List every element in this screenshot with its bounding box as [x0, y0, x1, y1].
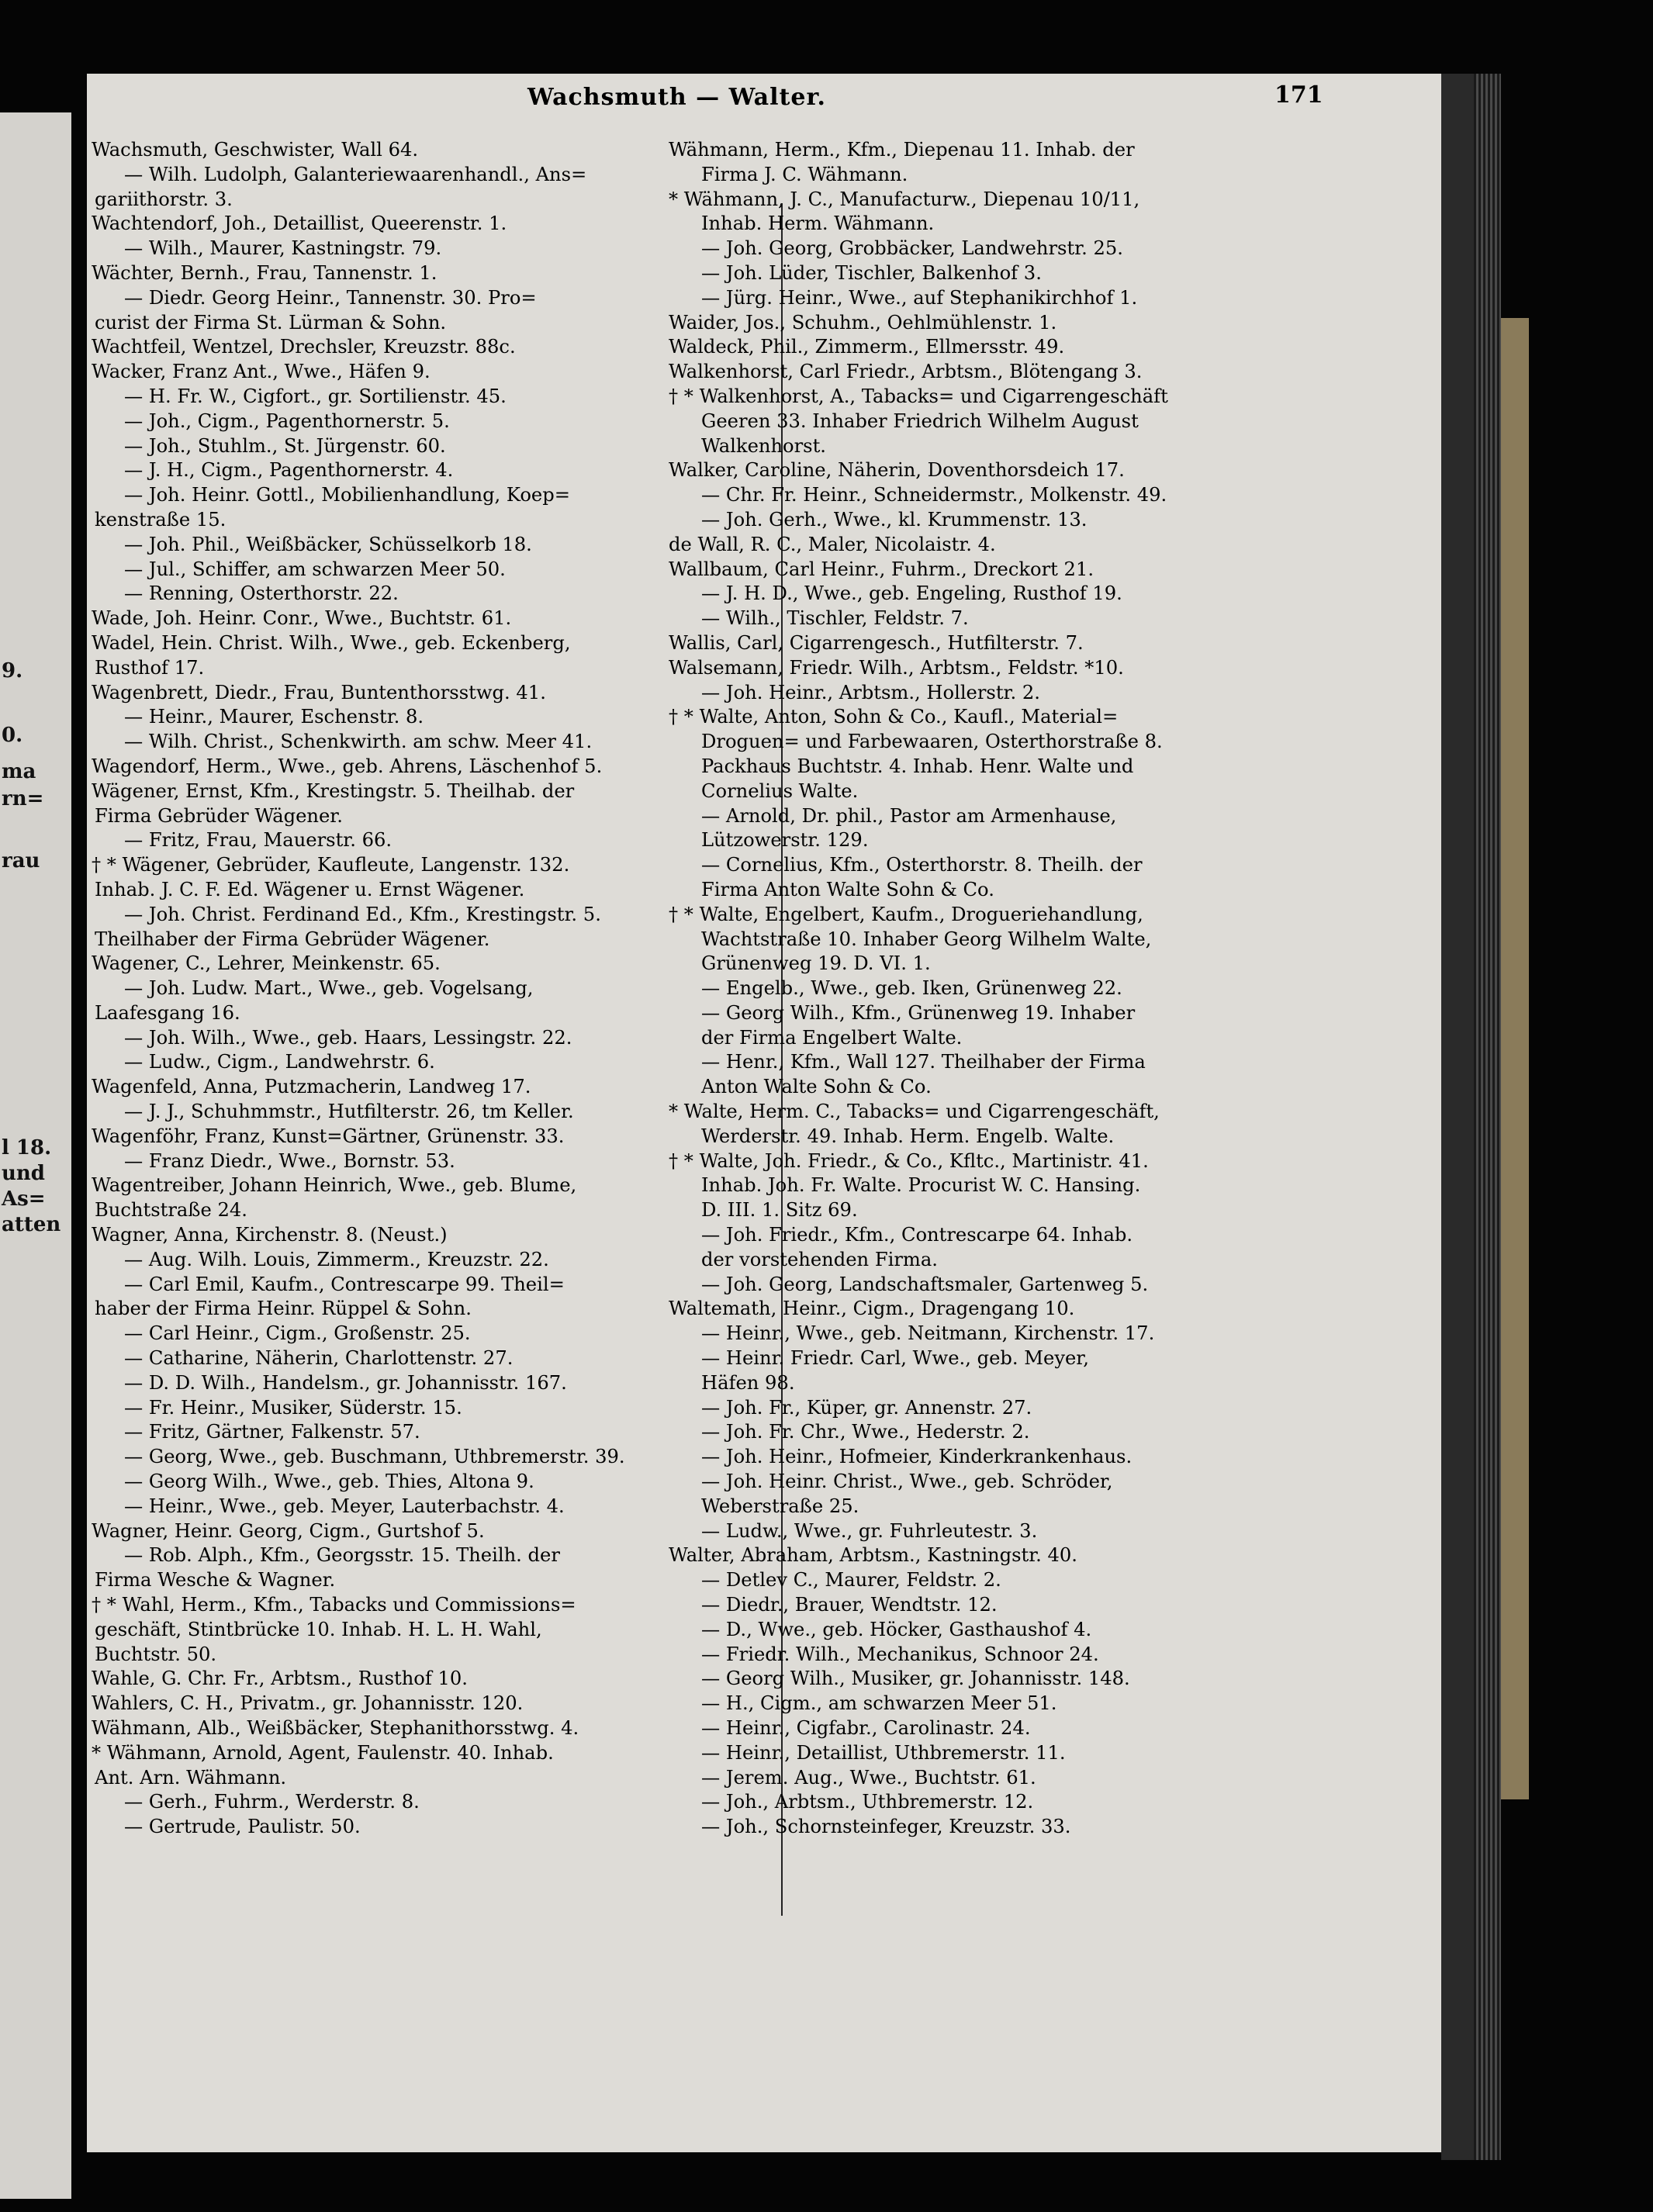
directory-entry: † * Wahl, Herm., Kfm., Tabacks und Commissions=	[92, 1594, 576, 1616]
directory-sub-entry: — Jürg. Heinr., Wwe., auf Stephanikirchhof 1.	[701, 286, 1138, 309]
directory-entry: Wachsmuth, Geschwister, Wall 64.	[92, 139, 419, 161]
previous-page-fragment: und	[2, 1162, 45, 1185]
directory-sub-entry: — Georg Wilh., Musiker, gr. Johannisstr. 148.	[701, 1668, 1130, 1690]
directory-entry: Wacker, Franz Ant., Wwe., Häfen 9.	[92, 361, 431, 383]
directory-sub-entry: — Ludw., Cigm., Landwehrstr. 6.	[124, 1051, 435, 1073]
directory-entry: Walkenhorst, Carl Friedr., Arbtsm., Blötengang 3.	[669, 361, 1143, 383]
directory-entry: Wagner, Anna, Kirchenstr. 8. (Neust.)	[92, 1224, 448, 1246]
directory-entry: Wahlers, C. H., Privatm., gr. Johannisstr. 120.	[92, 1692, 524, 1715]
directory-entry: † * Walte, Anton, Sohn & Co., Kaufl., Material=	[669, 706, 1119, 728]
directory-entry-continuation: Buchtstr. 50.	[95, 1643, 217, 1665]
directory-entry-continuation: Wachtstraße 10. Inhaber Georg Wilhelm Walte,	[701, 928, 1152, 950]
directory-sub-entry: — Georg, Wwe., geb. Buschmann, Uthbremerstr. 39.	[124, 1446, 625, 1468]
page-stack-edge	[1474, 74, 1501, 2160]
directory-sub-entry: — Heinr. Friedr. Carl, Wwe., geb. Meyer,	[701, 1347, 1089, 1370]
directory-entry-continuation: Cornelius Walte.	[701, 779, 859, 802]
directory-sub-entry: — Diedr., Brauer, Wendtstr. 12.	[701, 1594, 998, 1616]
directory-sub-entry: — Ludw., Wwe., gr. Fuhrleutestr. 3.	[701, 1519, 1038, 1542]
directory-entry-continuation: Firma Anton Walte Sohn & Co.	[701, 878, 994, 900]
directory-entry-continuation: Geeren 33. Inhaber Friedrich Wilhelm August	[701, 410, 1139, 432]
directory-entry: Wallis, Carl, Cigarrengesch., Hutfilterstr. 7.	[669, 631, 1084, 654]
directory-entry: Wagenbrett, Diedr., Frau, Buntenthorsstwg. 41.	[92, 681, 546, 703]
previous-page-fragment: 9.	[2, 659, 23, 683]
directory-entry: Wagentreiber, Johann Heinrich, Wwe., geb. Blume,	[92, 1174, 577, 1197]
page-number: 171	[1274, 81, 1323, 109]
directory-sub-entry: — Georg Wilh., Kfm., Grünenweg 19. Inhaber	[701, 1001, 1136, 1024]
directory-entry: Wähmann, Herm., Kfm., Diepenau 11. Inhab. der	[669, 139, 1135, 161]
directory-entry-continuation: Weberstraße 25.	[701, 1495, 859, 1517]
directory-sub-entry: — Chr. Fr. Heinr., Schneidermstr., Molkenstr. 49.	[701, 484, 1167, 506]
previous-page-fragment: rau	[2, 849, 40, 873]
directory-entry-continuation: Inhab. Herm. Wähmann.	[701, 213, 935, 235]
directory-sub-entry: — Carl Emil, Kaufm., Contrescarpe 99. Theil=	[124, 1273, 565, 1295]
directory-entry-continuation: Droguen= und Farbewaaren, Osterthorstraße 8.	[701, 731, 1163, 753]
directory-sub-entry: — Aug. Wilh. Louis, Zimmerm., Kreuzstr. 22.	[124, 1248, 549, 1270]
directory-entry-continuation: Packhaus Buchtstr. 4. Inhab. Henr. Walte und	[701, 755, 1134, 777]
directory-entry-continuation: Laafesgang 16.	[95, 1001, 240, 1024]
directory-sub-entry: — Joh. Ludw. Mart., Wwe., geb. Vogelsang,	[124, 977, 534, 1000]
directory-entry: Walter, Abraham, Arbtsm., Kastningstr. 40.	[669, 1544, 1077, 1567]
directory-entry-continuation: Firma Gebrüder Wägener.	[95, 804, 343, 827]
directory-entry-continuation: Firma J. C. Wähmann.	[701, 163, 908, 185]
directory-sub-entry: — Joh. Wilh., Wwe., geb. Haars, Lessingstr. 22.	[124, 1026, 572, 1049]
directory-sub-entry: — J. H. D., Wwe., geb. Engeling, Rusthof 19.	[701, 582, 1122, 605]
directory-sub-entry: — Joh. Phil., Weißbäcker, Schüsselkorb 18.	[124, 533, 532, 555]
directory-sub-entry: — Joh. Heinr., Hofmeier, Kinderkrankenhaus.	[701, 1446, 1133, 1468]
directory-sub-entry: — Joh., Arbtsm., Uthbremerstr. 12.	[701, 1791, 1034, 1813]
book-edge-tab	[1501, 318, 1529, 1799]
directory-sub-entry: — Arnold, Dr. phil., Pastor am Armenhause,	[701, 804, 1117, 827]
directory-entry-continuation: der Firma Engelbert Walte.	[701, 1026, 963, 1049]
directory-entry-continuation: Häfen 98.	[701, 1371, 795, 1394]
directory-entry: † * Wägener, Gebrüder, Kaufleute, Langenstr. 132.	[92, 854, 570, 876]
directory-sub-entry: — Joh. Fr. Chr., Wwe., Hederstr. 2.	[701, 1421, 1030, 1443]
directory-entry: Walsemann, Friedr. Wilh., Arbtsm., Feldstr. *10.	[669, 656, 1124, 679]
directory-sub-entry: — Henr., Kfm., Wall 127. Theilhaber der Firma	[701, 1051, 1146, 1073]
directory-entry: Waltemath, Heinr., Cigm., Dragengang 10.	[669, 1298, 1075, 1320]
directory-sub-entry: — Fritz, Frau, Mauerstr. 66.	[124, 829, 393, 852]
directory-sub-entry: — Joh. Georg, Landschaftsmaler, Gartenweg 5.	[701, 1273, 1149, 1295]
directory-sub-entry: — Wilh. Ludolph, Galanteriewaarenhandl., Ans=	[124, 163, 587, 185]
directory-entry-continuation: der vorstehenden Firma.	[701, 1248, 938, 1270]
directory-sub-entry: — Joh. Heinr. Gottl., Mobilienhandlung, Koep=	[124, 484, 570, 506]
directory-entry: Wagenföhr, Franz, Kunst=Gärtner, Grünenstr. 33.	[92, 1125, 565, 1147]
directory-sub-entry: — Fr. Heinr., Musiker, Süderstr. 15.	[124, 1396, 462, 1419]
directory-entry: Wachtfeil, Wentzel, Drechsler, Kreuzstr. 88c.	[92, 336, 516, 358]
directory-entry: Wagenfeld, Anna, Putzmacherin, Landweg 17.	[92, 1076, 531, 1098]
directory-sub-entry: — Joh. Heinr. Christ., Wwe., geb. Schröder,	[701, 1471, 1113, 1493]
directory-entry-continuation: Ant. Arn. Wähmann.	[95, 1766, 287, 1789]
directory-entry: * Wähmann, Arnold, Agent, Faulenstr. 40. Inhab.	[92, 1741, 554, 1764]
directory-sub-entry: — Heinr., Maurer, Eschenstr. 8.	[124, 706, 424, 728]
directory-sub-entry: — Wilh. Christ., Schenkwirth. am schw. Meer 41.	[124, 731, 593, 753]
directory-entry: Wadel, Hein. Christ. Wilh., Wwe., geb. Eckenberg,	[92, 631, 571, 654]
directory-entry: Wagendorf, Herm., Wwe., geb. Ahrens, Läschenhof 5.	[92, 755, 603, 777]
directory-entry-continuation: gariithorstr. 3.	[95, 188, 233, 210]
directory-sub-entry: — H., Cigm., am schwarzen Meer 51.	[701, 1692, 1057, 1715]
directory-sub-entry: — Fritz, Gärtner, Falkenstr. 57.	[124, 1421, 420, 1443]
directory-entry: † * Walkenhorst, A., Tabacks= und Cigarrengeschäft	[669, 385, 1168, 407]
directory-sub-entry: — Joh. Lüder, Tischler, Balkenhof 3.	[701, 261, 1042, 284]
running-header: Wachsmuth — Walter.	[527, 84, 826, 111]
directory-sub-entry: — Engelb., Wwe., geb. Iken, Grünenweg 22.	[701, 977, 1122, 1000]
directory-entry: Wagner, Heinr. Georg, Cigm., Gurtshof 5.	[92, 1519, 485, 1542]
directory-sub-entry: — Joh. Gerh., Wwe., kl. Krummenstr. 13.	[701, 508, 1088, 531]
directory-entry-continuation: Inhab. Joh. Fr. Walte. Procurist W. C. Hansing.	[701, 1174, 1141, 1197]
right-column	[669, 138, 1270, 1840]
directory-sub-entry: — Heinr., Wwe., geb. Neitmann, Kirchenstr. 17.	[701, 1322, 1155, 1345]
directory-entry: Walker, Caroline, Näherin, Doventhorsdeich 17.	[669, 459, 1125, 482]
directory-entry-continuation: Rusthof 17.	[95, 656, 205, 679]
directory-sub-entry: — Jul., Schiffer, am schwarzen Meer 50.	[124, 558, 506, 580]
previous-page-fragment: l 18.	[2, 1136, 52, 1160]
directory-sub-entry: — Gertrude, Paulistr. 50.	[124, 1816, 361, 1838]
directory-entry: de Wall, R. C., Maler, Nicolaistr. 4.	[669, 533, 996, 555]
directory-entry: † * Walte, Joh. Friedr., & Co., Kfltc., Martinistr. 41.	[669, 1149, 1149, 1172]
directory-entry: * Wähmann, J. C., Manufacturw., Diepenau 10/11,	[669, 188, 1140, 210]
directory-sub-entry: — Wilh., Tischler, Feldstr. 7.	[701, 607, 969, 630]
directory-sub-entry: — Joh. Heinr., Arbtsm., Hollerstr. 2.	[701, 681, 1040, 703]
directory-entry-continuation: Firma Wesche & Wagner.	[95, 1569, 336, 1592]
directory-sub-entry: — J. H., Cigm., Pagenthornerstr. 4.	[124, 459, 454, 482]
directory-entry-continuation: Lützowerstr. 129.	[701, 829, 869, 852]
previous-page-fragment: ma	[2, 760, 36, 783]
book-fore-edge	[1441, 74, 1474, 2160]
directory-sub-entry: — Friedr. Wilh., Mechanikus, Schnoor 24.	[701, 1643, 1099, 1665]
directory-entry: Wagener, C., Lehrer, Meinkenstr. 65.	[92, 952, 441, 975]
directory-entry: Waider, Jos., Schuhm., Oehlmühlenstr. 1.	[669, 311, 1057, 334]
directory-sub-entry: — Carl Heinr., Cigm., Großenstr. 25.	[124, 1322, 471, 1345]
directory-entry-continuation: kenstraße 15.	[95, 508, 227, 531]
directory-sub-entry: — Cornelius, Kfm., Osterthorstr. 8. Theilh. der	[701, 854, 1143, 876]
directory-sub-entry: — Rob. Alph., Kfm., Georgsstr. 15. Theilh. der	[124, 1544, 560, 1567]
directory-sub-entry: — Wilh., Maurer, Kastningstr. 79.	[124, 237, 442, 260]
directory-sub-entry: — Catharine, Näherin, Charlottenstr. 27.	[124, 1347, 514, 1370]
directory-sub-entry: — J. J., Schuhmmstr., Hutfilterstr. 26, tm Keller.	[124, 1101, 574, 1123]
directory-entry: Wallbaum, Carl Heinr., Fuhrm., Dreckort 21.	[669, 558, 1095, 580]
left-column	[92, 138, 693, 1840]
directory-sub-entry: — D. D. Wilh., Handelsm., gr. Johannisstr. 167.	[124, 1371, 567, 1394]
directory-entry: Wägener, Ernst, Kfm., Krestingstr. 5. Theilhab. der	[92, 779, 575, 802]
directory-sub-entry: — Joh. Friedr., Kfm., Contrescarpe 64. Inhab.	[701, 1224, 1133, 1246]
directory-sub-entry: — Joh. Fr., Küper, gr. Annenstr. 27.	[701, 1396, 1032, 1419]
directory-entry: Wade, Joh. Heinr. Conr., Wwe., Buchtstr. 61.	[92, 607, 512, 630]
directory-sub-entry: — H. Fr. W., Cigfort., gr. Sortilienstr. 45.	[124, 385, 507, 407]
directory-sub-entry: — Joh. Georg, Grobbäcker, Landwehrstr. 25.	[701, 237, 1123, 260]
directory-entry-continuation: Anton Walte Sohn & Co.	[701, 1076, 932, 1098]
directory-sub-entry: — Diedr. Georg Heinr., Tannenstr. 30. Pro=	[124, 286, 537, 309]
directory-sub-entry: — Heinr., Cigfabr., Carolinastr. 24.	[701, 1717, 1031, 1739]
directory-sub-entry: — Renning, Osterthorstr. 22.	[124, 582, 399, 605]
directory-sub-entry: — Heinr., Wwe., geb. Meyer, Lauterbachstr. 4.	[124, 1495, 565, 1517]
directory-entry-continuation: Theilhaber der Firma Gebrüder Wägener.	[95, 928, 490, 950]
directory-entry-continuation: Grünenweg 19. D. VI. 1.	[701, 952, 931, 975]
directory-entry-continuation: D. III. 1. Sitz 69.	[701, 1199, 858, 1222]
directory-sub-entry: — Detlev C., Maurer, Feldstr. 2.	[701, 1569, 1001, 1592]
directory-sub-entry: — Heinr., Detaillist, Uthbremerstr. 11.	[701, 1741, 1066, 1764]
directory-entry-continuation: curist der Firma St. Lürman & Sohn.	[95, 311, 447, 334]
directory-entry: Waldeck, Phil., Zimmerm., Ellmersstr. 49.	[669, 336, 1065, 358]
directory-sub-entry: — Joh., Schornsteinfeger, Kreuzstr. 33.	[701, 1816, 1071, 1838]
previous-page-fragment: rn=	[2, 787, 44, 810]
directory-sub-entry: — Joh., Cigm., Pagenthornerstr. 5.	[124, 410, 450, 432]
directory-entry-continuation: Werderstr. 49. Inhab. Herm. Engelb. Walte.	[701, 1125, 1115, 1147]
directory-entry-continuation: Walkenhorst.	[701, 434, 826, 457]
directory-sub-entry: — Franz Diedr., Wwe., Bornstr. 53.	[124, 1149, 455, 1172]
directory-sub-entry: — Jerem. Aug., Wwe., Buchtstr. 61.	[701, 1766, 1036, 1789]
directory-sub-entry: — Georg Wilh., Wwe., geb. Thies, Altona 9.	[124, 1471, 534, 1493]
directory-entry-continuation: Inhab. J. C. F. Ed. Wägener u. Ernst Wägener.	[95, 878, 525, 900]
directory-entry: † * Walte, Engelbert, Kaufm., Drogueriehandlung,	[669, 903, 1143, 925]
directory-entry: Wähmann, Alb., Weißbäcker, Stephanithorsstwg. 4.	[92, 1717, 579, 1739]
directory-entry: * Walte, Herm. C., Tabacks= und Cigarrengeschäft,	[669, 1101, 1160, 1123]
directory-sub-entry: — Joh., Stuhlm., St. Jürgenstr. 60.	[124, 434, 446, 457]
directory-entry-continuation: Buchtstraße 24.	[95, 1199, 247, 1222]
directory-sub-entry: — Joh. Christ. Ferdinand Ed., Kfm., Krestingstr. 5.	[124, 903, 601, 925]
directory-entry: Wahle, G. Chr. Fr., Arbtsm., Rusthof 10.	[92, 1668, 468, 1690]
directory-sub-entry: — D., Wwe., geb. Höcker, Gasthaushof 4.	[701, 1618, 1092, 1640]
directory-entry-continuation: haber der Firma Heinr. Rüppel & Sohn.	[95, 1298, 472, 1320]
previous-page-edge	[0, 112, 71, 2199]
directory-entry: Wachtendorf, Joh., Detaillist, Queerenstr. 1.	[92, 213, 507, 235]
previous-page-fragment: atten	[2, 1213, 61, 1236]
directory-entry-continuation: geschäft, Stintbrücke 10. Inhab. H. L. H. Wahl,	[95, 1618, 542, 1640]
directory-entry: Wächter, Bernh., Frau, Tannenstr. 1.	[92, 261, 437, 284]
directory-sub-entry: — Gerh., Fuhrm., Werderstr. 8.	[124, 1791, 420, 1813]
previous-page-fragment: As=	[2, 1187, 46, 1211]
previous-page-fragment: 0.	[2, 724, 23, 747]
